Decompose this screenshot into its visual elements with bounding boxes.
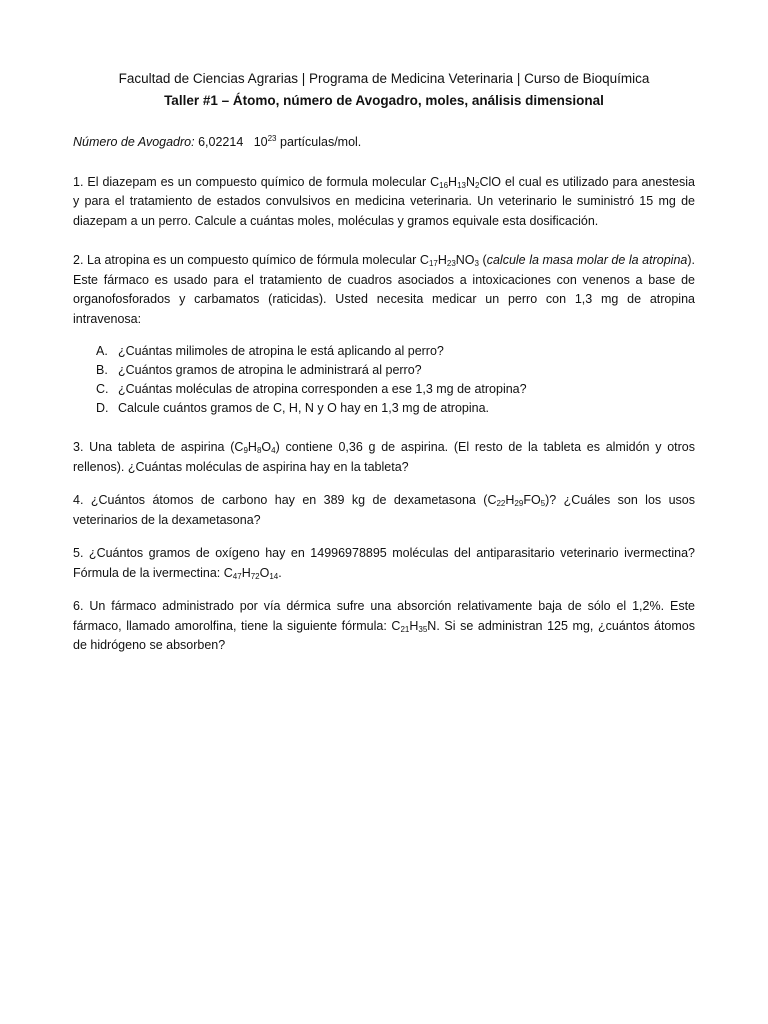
avogadro-number — [73, 133, 695, 153]
document-header — [73, 68, 695, 112]
list-item: D. Calcule cuántos gramos de C, H, N y O hay en 1,3 mg de atropina. — [96, 401, 490, 415]
question-6: 6. Un fármaco administrado por vía dérmica sufre una absorción relativamente baja de sólo el 1,2%. Este fármaco, llamado amorolfina, tiene la siguiente fórmula: $C_{21}H_{35}N$. Si se administran 125 mg, ¿cuántos átomos de hidrógeno se absorben? — [73, 599, 695, 652]
workshop-title: Taller #1 – Átomo, número de Avogadro, moles, análisis dimensional — [164, 93, 604, 108]
list-item: B. ¿Cuántos gramos de atropina le administrará al perro? — [96, 363, 422, 377]
question-5: 5. ¿Cuántos gramos de oxígeno hay en 14996978895 moléculas del antiparasitario veterinario ivermectina? Fórmula de la ivermectina: $C_{47}H_{72}O_{14}$. — [73, 546, 695, 581]
question-1: 1. El diazepam es un compuesto químico de formula molecular $C_{16}H_{13}N_2ClO$ el cual es utilizado para anestesia y para el tratamiento de estados convulsivos en medicina veterinaria. Un veterinario le suministró 15 mg de diazepam a un perro. Calcule a cuántas moles, moléculas y gramos equivale esta dosificación. — [73, 174, 695, 228]
avogadro-unit: partículas/mol. — [280, 135, 362, 149]
faculty-line: Facultad de Ciencias Agrarias | Programa de Medicina Veterinaria | Curso de Bioquímica — [118, 71, 650, 86]
avogadro-exponent: 23 — [267, 134, 277, 143]
list-item: C. ¿Cuántas moléculas de atropina corresponden a ese 1,3 mg de atropina? — [96, 382, 527, 396]
question-3: 3. Una tableta de aspirina $(C_9H_8O_4)$ contiene 0,36 g de aspirina. (El resto de la tableta es almidón y otros rellenos). ¿Cuántas moléculas de aspirina hay en la tableta? — [73, 440, 695, 474]
avogadro-label: Número de Avogadro: — [73, 135, 195, 149]
question-2-items — [73, 342, 695, 418]
avogadro-value: 6,02214 — [198, 135, 244, 149]
list-item: A. ¿Cuántas milimoles de atropina le está aplicando al perro? — [96, 344, 444, 358]
question-4: 4. ¿Cuántos átomos de carbono hay en 389 kg de dexametasona $(C_{22}H_{29}FO_5)$? ¿Cuáles son los usos veterinarios de la dexametasona? — [73, 493, 695, 527]
question-2: 2. La atropina es un compuesto químico de fórmula molecular $C_{17}H_{23}NO_3$ (calcule la masa molar de la atropina). Este fármaco es usado para el tratamiento de cuadros asociados a intoxicaciones con venenos a base de organofosforados y carbamatos (raticidas). Usted necesita medicar un perro con 1,3 mg de atropina intravenosa: — [73, 253, 695, 326]
avogadro-base: 10 — [253, 135, 268, 149]
